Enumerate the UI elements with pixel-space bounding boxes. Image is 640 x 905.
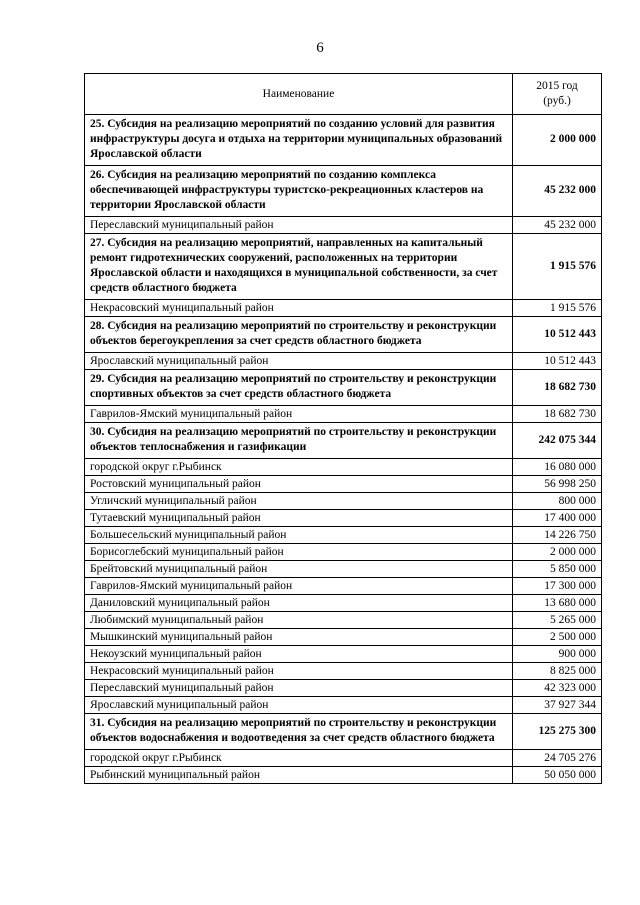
table-header-row: [85, 74, 602, 115]
district-name: Гаврилов-Ямский муниципальный район: [85, 578, 513, 595]
district-amount: 5 265 000: [513, 612, 602, 629]
district-amount: 900 000: [513, 646, 602, 663]
section-total: 242 075 344: [513, 423, 602, 459]
district-name: городской округ г.Рыбинск: [85, 750, 513, 767]
table-row: [85, 476, 602, 493]
district-amount: 800 000: [513, 493, 602, 510]
table-row: [85, 680, 602, 697]
district-name: Рыбинский муниципальный район: [85, 767, 513, 784]
district-name: Переславский муниципальный район: [85, 217, 513, 234]
section-title: 31. Субсидия на реализацию мероприятий по строительству и реконструкции объектов водоснабжения и водоотведения за счет средств областного бюджета: [85, 714, 513, 750]
district-name: Борисоглебский муниципальный район: [85, 544, 513, 561]
district-name: Мышкинский муниципальный район: [85, 629, 513, 646]
section-total: 10 512 443: [513, 317, 602, 353]
district-name: Любимский муниципальный район: [85, 612, 513, 629]
district-amount: 17 400 000: [513, 510, 602, 527]
district-amount: 37 927 344: [513, 697, 602, 714]
table-row: [85, 493, 602, 510]
district-amount: 5 850 000: [513, 561, 602, 578]
district-amount: 16 080 000: [513, 459, 602, 476]
table-section-row: [85, 423, 602, 459]
district-amount: 13 680 000: [513, 595, 602, 612]
table-row: [85, 697, 602, 714]
district-name: Тутаевский муниципальный район: [85, 510, 513, 527]
table-row: [85, 750, 602, 767]
section-title: 26. Субсидия на реализацию мероприятий по созданию комплекса обеспечивающей инфраструктуры туристско-рекреационных кластеров на территории Ярославской области: [85, 166, 513, 217]
section-total: 18 682 730: [513, 370, 602, 406]
table-section-row: [85, 234, 602, 300]
section-total: 2 000 000: [513, 115, 602, 166]
district-amount: 1 915 576: [513, 300, 602, 317]
table-row: [85, 629, 602, 646]
district-amount: 24 705 276: [513, 750, 602, 767]
district-amount: 45 232 000: [513, 217, 602, 234]
district-name: Угличский муниципальный район: [85, 493, 513, 510]
district-amount: 2 000 000: [513, 544, 602, 561]
district-name: Брейтовский муниципальный район: [85, 561, 513, 578]
table-row: [85, 578, 602, 595]
district-name: Ярославский муниципальный район: [85, 353, 513, 370]
table-row: [85, 353, 602, 370]
table-row: [85, 300, 602, 317]
district-name: Некоузский муниципальный район: [85, 646, 513, 663]
district-amount: 14 226 750: [513, 527, 602, 544]
district-name: Некрасовский муниципальный район: [85, 663, 513, 680]
district-name: Гаврилов-Ямский муниципальный район: [85, 406, 513, 423]
district-name: Ярославский муниципальный район: [85, 697, 513, 714]
section-total: 125 275 300: [513, 714, 602, 750]
district-amount: 17 300 000: [513, 578, 602, 595]
subsidy-table: [84, 73, 602, 784]
table-section-row: [85, 714, 602, 750]
table-row: [85, 217, 602, 234]
table-row: [85, 561, 602, 578]
district-amount: 10 512 443: [513, 353, 602, 370]
district-name: Большесельский муниципальный район: [85, 527, 513, 544]
page-number: 6: [316, 40, 324, 56]
header-name: Наименование: [85, 74, 513, 115]
district-amount: 56 998 250: [513, 476, 602, 493]
table-row: [85, 646, 602, 663]
table-section-row: [85, 317, 602, 353]
header-year-line1: 2015 год: [536, 80, 578, 92]
section-total: 45 232 000: [513, 166, 602, 217]
district-name: городской округ г.Рыбинск: [85, 459, 513, 476]
table-section-row: [85, 115, 602, 166]
district-name: Ростовский муниципальный район: [85, 476, 513, 493]
header-year: [513, 74, 602, 115]
district-name: Даниловский муниципальный район: [85, 595, 513, 612]
section-title: 28. Субсидия на реализацию мероприятий по строительству и реконструкции объектов берегоукрепления за счет средств областного бюджета: [85, 317, 513, 353]
section-title: 29. Субсидия на реализацию мероприятий по строительству и реконструкции спортивных объектов за счет средств областного бюджета: [85, 370, 513, 406]
header-year-line2: (руб.): [543, 95, 571, 107]
table-row: [85, 459, 602, 476]
district-name: Переславский муниципальный район: [85, 680, 513, 697]
table-row: [85, 595, 602, 612]
section-title: 30. Субсидия на реализацию мероприятий по строительству и реконструкции объектов теплоснабжения и газификации: [85, 423, 513, 459]
table-section-row: [85, 166, 602, 217]
section-title: 27. Субсидия на реализацию мероприятий, направленных на капитальный ремонт гидротехнических сооружений, расположенных на территории Ярославской области и находящихся в муниципальной собственности, за счет средств областного бюджета: [85, 234, 513, 300]
district-amount: 42 323 000: [513, 680, 602, 697]
district-amount: 50 050 000: [513, 767, 602, 784]
district-name: Некрасовский муниципальный район: [85, 300, 513, 317]
district-amount: 18 682 730: [513, 406, 602, 423]
table-row: [85, 767, 602, 784]
table-row: [85, 663, 602, 680]
section-title: 25. Субсидия на реализацию мероприятий по созданию условий для развития инфраструктуры досуга и отдыха на территории муниципальных образований Ярославской области: [85, 115, 513, 166]
table-row: [85, 544, 602, 561]
district-amount: 8 825 000: [513, 663, 602, 680]
table-body: [85, 115, 602, 784]
district-amount: 2 500 000: [513, 629, 602, 646]
table-row: [85, 527, 602, 544]
table-row: [85, 406, 602, 423]
table-section-row: [85, 370, 602, 406]
table-row: [85, 612, 602, 629]
section-total: 1 915 576: [513, 234, 602, 300]
table-row: [85, 510, 602, 527]
